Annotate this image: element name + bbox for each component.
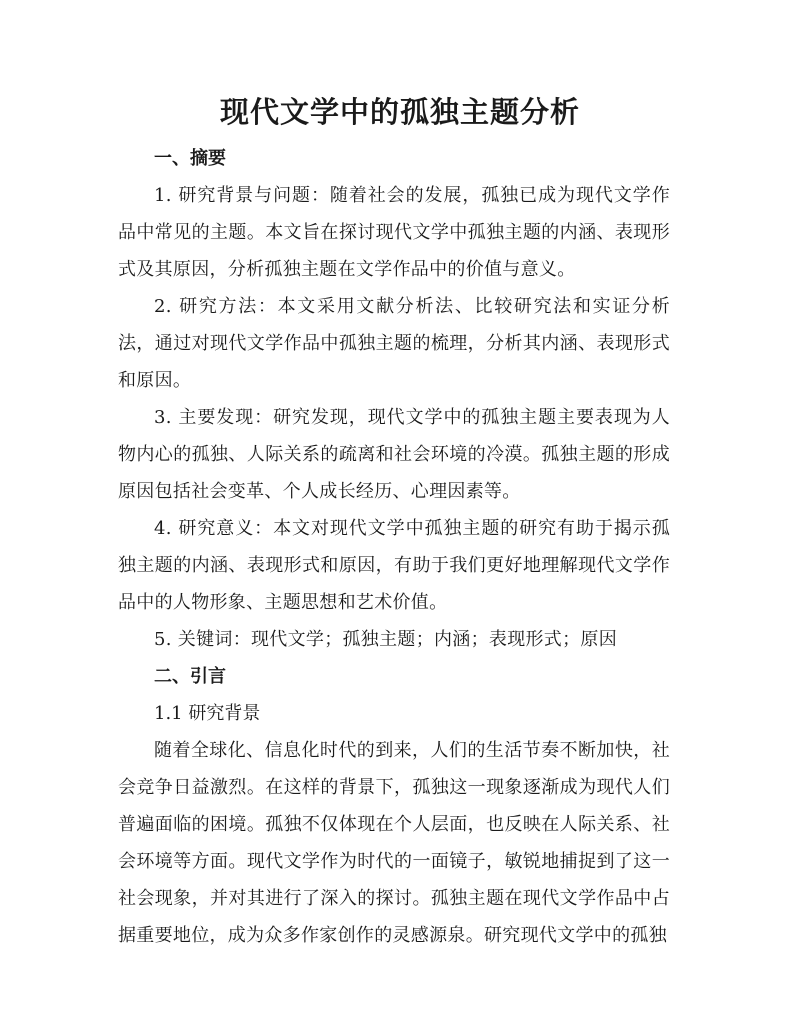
abstract-item-3: 3. 主要发现：研究发现，现代文学中的孤独主题主要表现为人物内心的孤独、人际关系的疏离和社会环境的冷漠。孤独主题的形成原因包括社会变革、个人成长经历、心理因素等。 (118, 407, 670, 502)
section-heading-abstract: 一、摘要 (154, 148, 226, 169)
document-body (118, 140, 670, 954)
section-heading-introduction: 二、引言 (154, 666, 226, 687)
abstract-item-4: 4. 研究意义：本文对现代文学中孤独主题的研究有助于揭示孤独主题的内涵、表现形式和原因，有助于我们更好地理解现代文学作品中的人物形象、主题思想和艺术价值。 (118, 518, 670, 613)
abstract-item-2: 2. 研究方法：本文采用文献分析法、比较研究法和实证分析法，通过对现代文学作品中孤独主题的梳理，分析其内涵、表现形式和原因。 (118, 296, 670, 391)
document-title: 现代文学中的孤独主题分析 (219, 95, 580, 129)
intro-paragraph: 随着全球化、信息化时代的到来，人们的生活节奏不断加快，社会竞争日益激烈。在这样的背景下，孤独这一现象逐渐成为现代人们普遍面临的困境。孤独不仅体现在个人层面，也反映在人际关系、社会环境等方面。现代文学作为时代的一面镜子，敏锐地捕捉到了这一社会现象，并对其进行了深入的探讨。孤独主题在现代文学作品中占据重要地位，成为众多作家创作的灵感源泉。研究现代文学中的孤独 (118, 740, 670, 946)
abstract-item-keywords: 5. 关键词：现代文学；孤独主题；内涵；表现形式；原因 (154, 629, 617, 650)
subsection-heading-background: 1.1 研究背景 (154, 703, 261, 724)
abstract-item-1: 1. 研究背景与问题：随着社会的发展，孤独已成为现代文学作品中常见的主题。本文旨在探讨现代文学中孤独主题的内涵、表现形式及其原因，分析孤独主题在文学作品中的价值与意义。 (118, 185, 670, 280)
